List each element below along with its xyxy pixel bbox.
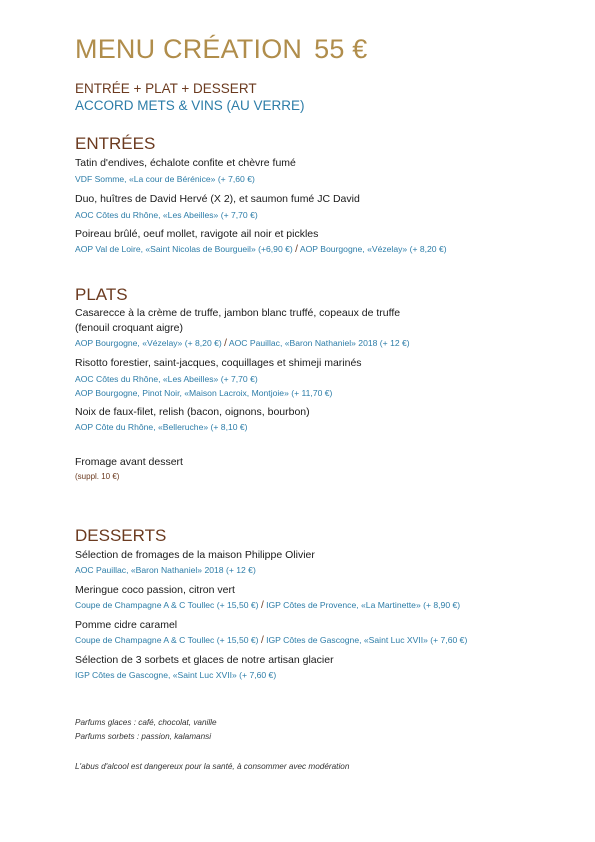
- cheese-course: Fromage avant dessert: [75, 456, 183, 468]
- wine-entree-2: AOC Côtes du Rhône, «Les Abeilles» (+ 7,70 €): [75, 210, 258, 220]
- wine-plat-2b: AOP Bourgogne, Pinot Noir, «Maison Lacroix, Montjoie» (+ 11,70 €): [75, 388, 333, 398]
- menu-title-text: MENU CRÉATION: [75, 34, 303, 64]
- wine-plat-1a: AOP Bourgogne, «Vézelay» (+ 8,20 €): [75, 338, 222, 348]
- wine-entree-3: [75, 244, 447, 255]
- wine-dessert-1: AOC Pauillac, «Baron Nathaniel» 2018 (+ 12 €): [75, 565, 256, 575]
- sorbet-flavors-note: Parfums sorbets : passion, kalamansi: [75, 732, 212, 741]
- wine-dessert-3a: Coupe de Champagne A & C Toullec (+ 15,50 €): [75, 635, 259, 645]
- wine-separator: /: [295, 244, 298, 255]
- dish-entree-3: Poireau brûlé, oeuf mollet, ravigote ail noir et pickles: [75, 228, 319, 240]
- dish-plat-1: Casarecce à la crème de truffe, jambon blanc truffé, copeaux de truffe: [75, 307, 401, 319]
- wine-separator: /: [224, 338, 227, 349]
- dish-plat-3: Noix de faux-filet, relish (bacon, oignons, bourbon): [75, 406, 310, 418]
- ice-flavors-note: Parfums glaces : café, chocolat, vanille: [75, 718, 217, 727]
- wine-separator: /: [260, 600, 264, 611]
- section-title-plats: PLATS: [75, 285, 128, 304]
- wine-dessert-2a: Coupe de Champagne A & C Toullec (+ 15,50 €): [75, 600, 259, 610]
- wine-dessert-2b: IGP Côtes de Provence, «La Martinette» (+ 8,90 €): [266, 600, 461, 610]
- wine-entree-3a: AOP Val de Loire, «Saint Nicolas de Bourgueil» (+6,90 €): [75, 244, 293, 254]
- menu-formula: ENTRÉE + PLAT + DESSERT: [75, 81, 257, 96]
- section-title-desserts: DESSERTS: [75, 526, 167, 545]
- wine-plat-1: [75, 338, 410, 349]
- wine-entree-3b: AOP Bourgogne, «Vézelay» (+ 8,20 €): [299, 244, 447, 254]
- wine-plat-3: AOP Côte du Rhône, «Belleruche» (+ 8,10 €): [75, 422, 248, 432]
- wine-dessert-2: [75, 600, 460, 611]
- dish-dessert-1: Sélection de fromages de la maison Philippe Olivier: [75, 549, 315, 561]
- wine-plat-1b: AOC Pauillac, «Baron Nathaniel» 2018 (+ 12 €): [228, 338, 410, 348]
- alcohol-warning: L'abus d'alcool est dangereux pour la santé, à consommer avec modération: [75, 762, 350, 771]
- menu-pairing: ACCORD METS & VINS (AU VERRE): [75, 98, 305, 113]
- dish-dessert-2: Meringue coco passion, citron vert: [75, 584, 235, 596]
- dish-entree-1: Tatin d'endives, échalote confite et chèvre fumé: [75, 157, 296, 169]
- menu-price: 55 €: [314, 34, 368, 64]
- dish-plat-2: Risotto forestier, saint-jacques, coquillages et shimeji marinés: [75, 357, 362, 369]
- dish-dessert-3: Pomme cidre caramel: [75, 619, 178, 631]
- menu-title: [75, 34, 367, 65]
- wine-plat-2: AOC Côtes du Rhône, «Les Abeilles» (+ 7,70 €): [75, 374, 258, 384]
- wine-dessert-3b: IGP Côtes de Gascogne, «Saint Luc XVII» (+ 7,60 €): [266, 635, 468, 645]
- section-title-entrees: ENTRÉES: [75, 134, 156, 153]
- dish-plat-1-detail: (fenouil croquant aigre): [75, 322, 183, 334]
- dish-dessert-4: Sélection de 3 sorbets et glaces de notre artisan glacier: [75, 654, 334, 666]
- wine-dessert-3: [75, 635, 467, 646]
- wine-separator: /: [260, 635, 264, 646]
- dish-entree-2: Duo, huîtres de David Hervé (X 2), et saumon fumé JC David: [75, 193, 360, 205]
- cheese-supplement: (suppl. 10 €): [75, 472, 120, 481]
- wine-entree-1: VDF Somme, «La cour de Bérénice» (+ 7,60 €): [75, 174, 255, 184]
- wine-dessert-4: IGP Côtes de Gascogne, «Saint Luc XVII» (+ 7,60 €): [75, 670, 277, 680]
